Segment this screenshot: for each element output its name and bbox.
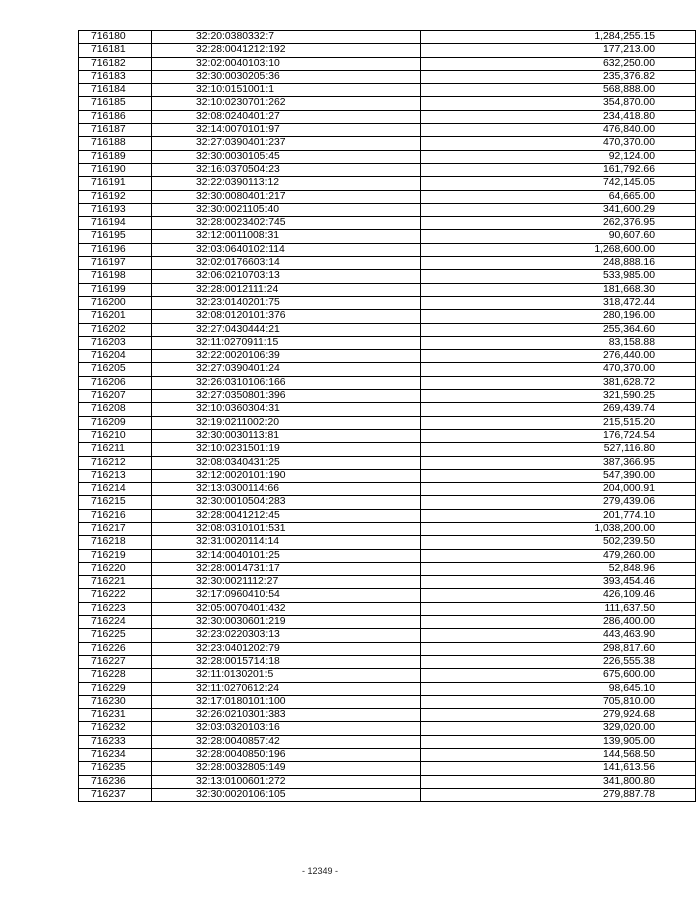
- amount-cell: 279,887.78: [421, 788, 696, 801]
- row-id-cell: 716222: [79, 589, 152, 602]
- cadastral-number-cell: 32:17:0180101:100: [152, 695, 421, 708]
- cadastral-number-cell: 32:02:0040103:10: [152, 57, 421, 70]
- table-row: [79, 682, 696, 695]
- row-id-cell: 716216: [79, 509, 152, 522]
- amount-cell: 262,376.95: [421, 217, 696, 230]
- cadastral-number-cell: 32:30:0080401:217: [152, 190, 421, 203]
- table-row: [79, 655, 696, 668]
- amount-cell: 276,440.00: [421, 350, 696, 363]
- cadastral-number-cell: 32:30:0020106:105: [152, 788, 421, 801]
- table-row: [79, 456, 696, 469]
- table-row: [79, 310, 696, 323]
- row-id-cell: 716199: [79, 283, 152, 296]
- table-row: [79, 44, 696, 57]
- table-row: [79, 296, 696, 309]
- cadastral-number-cell: 32:08:0340431:25: [152, 456, 421, 469]
- table-body: [79, 31, 696, 802]
- cadastral-number-cell: 32:17:0960410:54: [152, 589, 421, 602]
- cadastral-number-cell: 32:30:0030105:45: [152, 150, 421, 163]
- cadastral-number-cell: 32:11:0130201:5: [152, 669, 421, 682]
- amount-cell: 476,840.00: [421, 124, 696, 137]
- table-row: [79, 509, 696, 522]
- amount-cell: 318,472.44: [421, 296, 696, 309]
- row-id-cell: 716221: [79, 576, 152, 589]
- row-id-cell: 716190: [79, 163, 152, 176]
- cadastral-number-cell: 32:23:0140201:75: [152, 296, 421, 309]
- cadastral-number-cell: 32:27:0350801:396: [152, 390, 421, 403]
- cadastral-number-cell: 32:27:0430444:21: [152, 323, 421, 336]
- amount-cell: 705,810.00: [421, 695, 696, 708]
- row-id-cell: 716228: [79, 669, 152, 682]
- row-id-cell: 716189: [79, 150, 152, 163]
- cadastral-number-cell: 32:28:0041212:192: [152, 44, 421, 57]
- row-id-cell: 716234: [79, 749, 152, 762]
- cadastral-number-cell: 32:16:0370504:23: [152, 163, 421, 176]
- row-id-cell: 716223: [79, 602, 152, 615]
- cadastral-number-cell: 32:13:0300114:66: [152, 483, 421, 496]
- amount-cell: 443,463.90: [421, 629, 696, 642]
- row-id-cell: 716227: [79, 655, 152, 668]
- row-id-cell: 716205: [79, 363, 152, 376]
- page-number: - 12349 -: [301, 866, 339, 876]
- cadastral-number-cell: 32:30:0030113:81: [152, 429, 421, 442]
- table-row: [79, 376, 696, 389]
- cadastral-number-cell: 32:28:0032805:149: [152, 762, 421, 775]
- cadastral-number-cell: 32:03:0640102:114: [152, 243, 421, 256]
- amount-cell: 632,250.00: [421, 57, 696, 70]
- row-id-cell: 716192: [79, 190, 152, 203]
- table-row: [79, 70, 696, 83]
- cadastral-number-cell: 32:11:0270612:24: [152, 682, 421, 695]
- cadastral-number-cell: 32:08:0120101:376: [152, 310, 421, 323]
- table-row: [79, 496, 696, 509]
- row-id-cell: 716196: [79, 243, 152, 256]
- table-row: [79, 788, 696, 801]
- row-id-cell: 716191: [79, 177, 152, 190]
- cadastral-number-cell: 32:03:0320103:16: [152, 722, 421, 735]
- amount-cell: 298,817.60: [421, 642, 696, 655]
- row-id-cell: 716210: [79, 429, 152, 442]
- cadastral-number-cell: 32:11:0270911:15: [152, 336, 421, 349]
- table-row: [79, 84, 696, 97]
- table-row: [79, 124, 696, 137]
- cadastral-number-cell: 32:30:0010504:283: [152, 496, 421, 509]
- cadastral-number-cell: 32:12:0020101:190: [152, 469, 421, 482]
- cadastral-number-cell: 32:10:0360304:31: [152, 403, 421, 416]
- amount-cell: 381,628.72: [421, 376, 696, 389]
- cadastral-number-cell: 32:10:0151001:1: [152, 84, 421, 97]
- row-id-cell: 716194: [79, 217, 152, 230]
- cadastral-number-cell: 32:31:0020114:14: [152, 536, 421, 549]
- table-row: [79, 642, 696, 655]
- cadastral-number-cell: 32:30:0021112:27: [152, 576, 421, 589]
- table-row: [79, 522, 696, 535]
- amount-cell: 269,439.74: [421, 403, 696, 416]
- amount-cell: 215,515.20: [421, 416, 696, 429]
- row-id-cell: 716193: [79, 203, 152, 216]
- amount-cell: 742,145.05: [421, 177, 696, 190]
- cadastral-number-cell: 32:08:0240401:27: [152, 110, 421, 123]
- cadastral-number-cell: 32:08:0310101:531: [152, 522, 421, 535]
- cadastral-number-cell: 32:06:0210703:13: [152, 270, 421, 283]
- amount-cell: 90,607.60: [421, 230, 696, 243]
- amount-cell: 181,668.30: [421, 283, 696, 296]
- table-row: [79, 57, 696, 70]
- table-row: [79, 243, 696, 256]
- amount-cell: 1,038,200.00: [421, 522, 696, 535]
- table-row: [79, 669, 696, 682]
- row-id-cell: 716211: [79, 443, 152, 456]
- row-id-cell: 716183: [79, 70, 152, 83]
- amount-cell: 52,848.96: [421, 562, 696, 575]
- amount-cell: 527,116.80: [421, 443, 696, 456]
- cadastral-number-cell: 32:12:0011008:31: [152, 230, 421, 243]
- table-row: [79, 403, 696, 416]
- table-row: [79, 576, 696, 589]
- amount-cell: 479,260.00: [421, 549, 696, 562]
- row-id-cell: 716198: [79, 270, 152, 283]
- amount-cell: 248,888.16: [421, 257, 696, 270]
- table-row: [79, 203, 696, 216]
- cadastral-number-cell: 32:10:0231501:19: [152, 443, 421, 456]
- cadastral-number-cell: 32:28:0040857:42: [152, 735, 421, 748]
- table-row: [79, 709, 696, 722]
- row-id-cell: 716204: [79, 350, 152, 363]
- table-row: [79, 735, 696, 748]
- table-row: [79, 177, 696, 190]
- row-id-cell: 716186: [79, 110, 152, 123]
- amount-cell: 280,196.00: [421, 310, 696, 323]
- amount-cell: 393,454.46: [421, 576, 696, 589]
- cadastral-number-cell: 32:22:0020106:39: [152, 350, 421, 363]
- amount-cell: 111,637.50: [421, 602, 696, 615]
- table-row: [79, 217, 696, 230]
- amount-cell: 279,924.68: [421, 709, 696, 722]
- row-id-cell: 716200: [79, 296, 152, 309]
- data-table: [78, 30, 696, 802]
- cadastral-number-cell: 32:14:0040101:25: [152, 549, 421, 562]
- amount-cell: 470,370.00: [421, 363, 696, 376]
- amount-cell: 64,665.00: [421, 190, 696, 203]
- cadastral-number-cell: 32:30:0030601:219: [152, 616, 421, 629]
- table-row: [79, 429, 696, 442]
- row-id-cell: 716236: [79, 775, 152, 788]
- table-row: [79, 629, 696, 642]
- table-row: [79, 190, 696, 203]
- amount-cell: 354,870.00: [421, 97, 696, 110]
- amount-cell: 426,109.46: [421, 589, 696, 602]
- row-id-cell: 716219: [79, 549, 152, 562]
- amount-cell: 201,774.10: [421, 509, 696, 522]
- amount-cell: 341,800.80: [421, 775, 696, 788]
- table-row: [79, 390, 696, 403]
- row-id-cell: 716220: [79, 562, 152, 575]
- cadastral-number-cell: 32:28:0015714:18: [152, 655, 421, 668]
- amount-cell: 329,020.00: [421, 722, 696, 735]
- cadastral-number-cell: 32:30:0021105:40: [152, 203, 421, 216]
- cadastral-number-cell: 32:27:0390401:237: [152, 137, 421, 150]
- amount-cell: 204,000.91: [421, 483, 696, 496]
- table-row: [79, 283, 696, 296]
- row-id-cell: 716214: [79, 483, 152, 496]
- cadastral-number-cell: 32:20:0380332:7: [152, 31, 421, 44]
- cadastral-number-cell: 32:28:0023402:745: [152, 217, 421, 230]
- table-row: [79, 150, 696, 163]
- table-row: [79, 257, 696, 270]
- row-id-cell: 716181: [79, 44, 152, 57]
- row-id-cell: 716215: [79, 496, 152, 509]
- amount-cell: 533,985.00: [421, 270, 696, 283]
- row-id-cell: 716202: [79, 323, 152, 336]
- amount-cell: 1,268,600.00: [421, 243, 696, 256]
- amount-cell: 568,888.00: [421, 84, 696, 97]
- cadastral-number-cell: 32:02:0176603:14: [152, 257, 421, 270]
- table-row: [79, 762, 696, 775]
- cadastral-number-cell: 32:23:0401202:79: [152, 642, 421, 655]
- row-id-cell: 716229: [79, 682, 152, 695]
- row-id-cell: 716237: [79, 788, 152, 801]
- row-id-cell: 716230: [79, 695, 152, 708]
- table-row: [79, 323, 696, 336]
- cadastral-number-cell: 32:26:0210301:383: [152, 709, 421, 722]
- amount-cell: 547,390.00: [421, 469, 696, 482]
- row-id-cell: 716233: [79, 735, 152, 748]
- table-row: [79, 230, 696, 243]
- amount-cell: 387,366.95: [421, 456, 696, 469]
- table-row: [79, 562, 696, 575]
- amount-cell: 176,724.54: [421, 429, 696, 442]
- row-id-cell: 716182: [79, 57, 152, 70]
- row-id-cell: 716197: [79, 257, 152, 270]
- cadastral-number-cell: 32:14:0070101:97: [152, 124, 421, 137]
- amount-cell: 177,213.00: [421, 44, 696, 57]
- amount-cell: 341,600.29: [421, 203, 696, 216]
- amount-cell: 1,284,255.15: [421, 31, 696, 44]
- table-row: [79, 589, 696, 602]
- row-id-cell: 716195: [79, 230, 152, 243]
- cadastral-number-cell: 32:27:0390401:24: [152, 363, 421, 376]
- table-row: [79, 163, 696, 176]
- row-id-cell: 716185: [79, 97, 152, 110]
- row-id-cell: 716218: [79, 536, 152, 549]
- table-row: [79, 110, 696, 123]
- table-row: [79, 137, 696, 150]
- cadastral-number-cell: 32:23:0220303:13: [152, 629, 421, 642]
- table-row: [79, 616, 696, 629]
- amount-cell: 144,568.50: [421, 749, 696, 762]
- row-id-cell: 716203: [79, 336, 152, 349]
- row-id-cell: 716235: [79, 762, 152, 775]
- table-row: [79, 416, 696, 429]
- table-row: [79, 270, 696, 283]
- amount-cell: 234,418.80: [421, 110, 696, 123]
- amount-cell: 226,555.38: [421, 655, 696, 668]
- table-row: [79, 97, 696, 110]
- row-id-cell: 716188: [79, 137, 152, 150]
- row-id-cell: 716217: [79, 522, 152, 535]
- amount-cell: 161,792.66: [421, 163, 696, 176]
- amount-cell: 92,124.00: [421, 150, 696, 163]
- amount-cell: 98,645.10: [421, 682, 696, 695]
- amount-cell: 141,613.56: [421, 762, 696, 775]
- amount-cell: 255,364.60: [421, 323, 696, 336]
- amount-cell: 286,400.00: [421, 616, 696, 629]
- cadastral-number-cell: 32:22:0390113:12: [152, 177, 421, 190]
- cadastral-number-cell: 32:26:0310106:166: [152, 376, 421, 389]
- row-id-cell: 716232: [79, 722, 152, 735]
- cadastral-number-cell: 32:05:0070401:432: [152, 602, 421, 615]
- row-id-cell: 716209: [79, 416, 152, 429]
- row-id-cell: 716187: [79, 124, 152, 137]
- table-row: [79, 602, 696, 615]
- cadastral-number-cell: 32:28:0041212:45: [152, 509, 421, 522]
- table-row: [79, 483, 696, 496]
- amount-cell: 235,376.82: [421, 70, 696, 83]
- cadastral-number-cell: 32:28:0012111:24: [152, 283, 421, 296]
- cadastral-number-cell: 32:28:0040850:196: [152, 749, 421, 762]
- table-row: [79, 549, 696, 562]
- amount-cell: 502,239.50: [421, 536, 696, 549]
- table-row: [79, 722, 696, 735]
- row-id-cell: 716184: [79, 84, 152, 97]
- table-row: [79, 350, 696, 363]
- row-id-cell: 716207: [79, 390, 152, 403]
- row-id-cell: 716180: [79, 31, 152, 44]
- table-row: [79, 775, 696, 788]
- amount-cell: 279,439.06: [421, 496, 696, 509]
- table-row: [79, 363, 696, 376]
- cadastral-number-cell: 32:28:0014731:17: [152, 562, 421, 575]
- row-id-cell: 716224: [79, 616, 152, 629]
- amount-cell: 321,590.25: [421, 390, 696, 403]
- row-id-cell: 716231: [79, 709, 152, 722]
- amount-cell: 470,370.00: [421, 137, 696, 150]
- cadastral-number-cell: 32:13:0100601:272: [152, 775, 421, 788]
- cadastral-number-cell: 32:19:0211002:20: [152, 416, 421, 429]
- amount-cell: 139,905.00: [421, 735, 696, 748]
- cadastral-number-cell: 32:30:0030205:36: [152, 70, 421, 83]
- table-row: [79, 336, 696, 349]
- cadastral-number-cell: 32:10:0230701:262: [152, 97, 421, 110]
- row-id-cell: 716226: [79, 642, 152, 655]
- amount-cell: 675,600.00: [421, 669, 696, 682]
- row-id-cell: 716225: [79, 629, 152, 642]
- row-id-cell: 716206: [79, 376, 152, 389]
- table-row: [79, 443, 696, 456]
- table-row: [79, 695, 696, 708]
- row-id-cell: 716212: [79, 456, 152, 469]
- row-id-cell: 716213: [79, 469, 152, 482]
- amount-cell: 83,158.88: [421, 336, 696, 349]
- row-id-cell: 716208: [79, 403, 152, 416]
- table-row: [79, 749, 696, 762]
- table-row: [79, 31, 696, 44]
- table-row: [79, 536, 696, 549]
- table-row: [79, 469, 696, 482]
- row-id-cell: 716201: [79, 310, 152, 323]
